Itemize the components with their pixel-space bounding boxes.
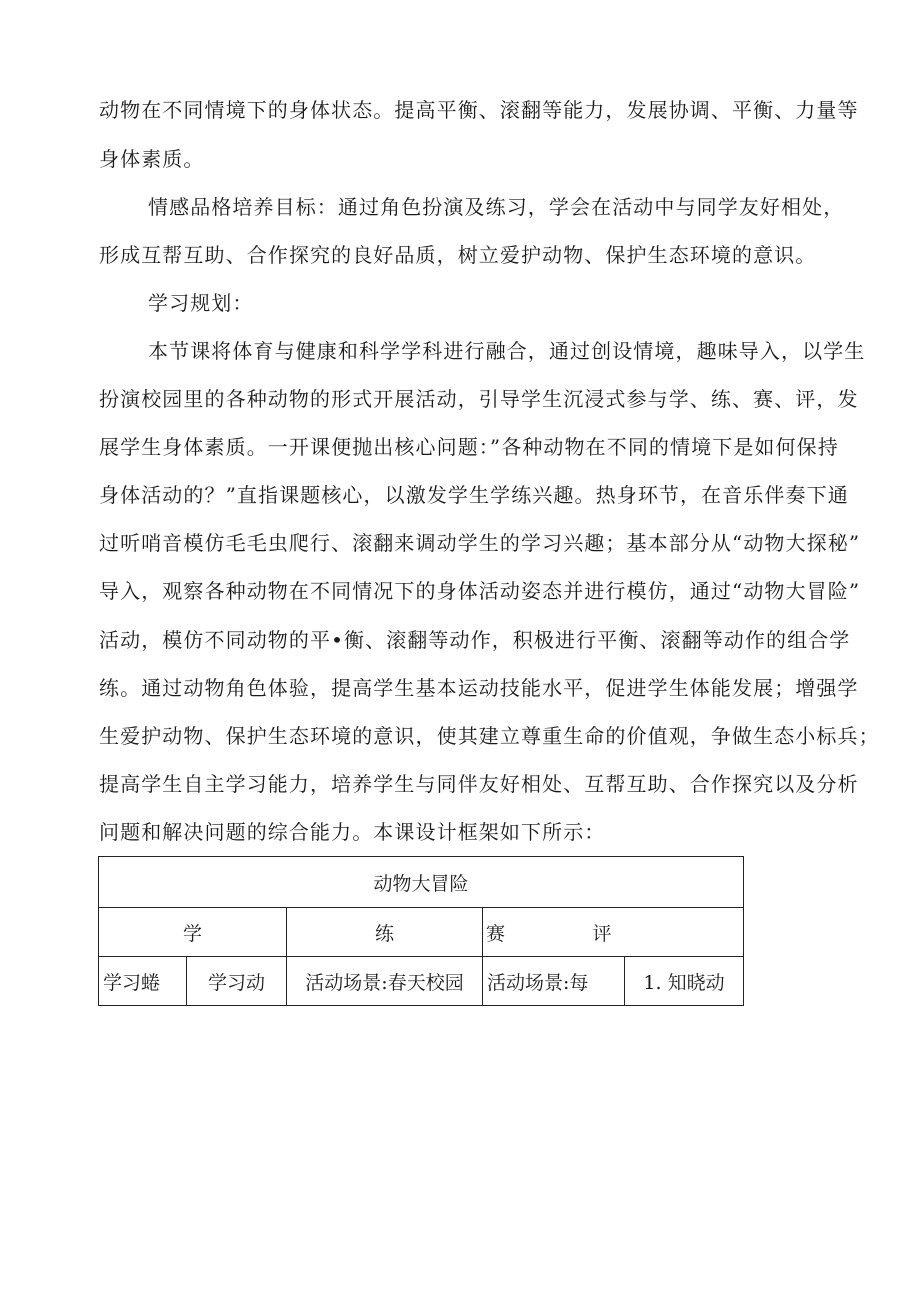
table-cell: 活动场景:春天校园 [287,957,483,1006]
section-heading: 学习规划： [148,291,254,315]
header-sai [483,908,593,957]
paragraph-line: 练。通过动物角色体验，提高学生基本运动技能水平，促进学生体能发展；增强学 [99,676,859,700]
table-cell: 1. 知晓动 [625,957,744,1006]
table-cell: 学习动 [187,957,287,1006]
paragraph-line: 扮演校园里的各种动物的形式开展活动，引导学生沉浸式参与学、练、赛、评，发 [99,387,859,411]
paragraph-line: 问题和解决问题的综合能力。本课设计框架如下所示： [99,820,606,844]
paragraph-line: 身体素质。 [99,147,205,171]
paragraph-line: 身体活动的？”直指课题核心，以激发学生学练兴趣。热身环节，在音乐伴奏下通 [99,483,849,507]
table-title-row [99,857,744,908]
paragraph-line: 情感品格培养目标：通过角色扮演及练习，学会在活动中与同学友好相处， [148,195,845,219]
table-header-row [99,908,744,957]
paragraph-line: 展学生身体素质。一开课便抛出核心问题：”各种动物在不同的情境下是如何保持 [99,435,839,459]
paragraph-line: 活动，模仿不同动物的平•衡、滚翻等动作，积极进行平衡、滚翻等动作的组合学 [99,628,851,652]
header-lian: 练 [287,908,483,957]
table-row [99,957,744,1006]
header-ping-text: 评 [592,922,612,945]
paragraph-line: 提高学生自主学习能力，培养学生与同伴友好相处、互帮互助、合作探究以及分析 [99,772,859,796]
paragraph-line: 形成互帮互助、合作探究的良好品质，树立爱护动物、保护生态环境的意识。 [99,243,817,267]
table-cell: 活动场景:每 [483,957,625,1006]
table-title: 动物大冒险 [99,857,744,908]
header-sai-text: 赛 [486,922,506,945]
paragraph-line: 动物在不同情境下的身体状态。提高平衡、滚翻等能力，发展协调、平衡、力量等 [99,98,859,122]
framework-table [98,856,744,1006]
paragraph-line: 导入，观察各种动物在不同情况下的身体活动姿态并进行模仿，通过“动物大冒险” [99,579,861,603]
paragraph-line: 本节课将体育与健康和科学学科进行融合，通过创设情境，趣味导入，以学生 [148,339,866,363]
header-xue: 学 [99,908,287,957]
paragraph-line: 过听哨音模仿毛毛虫爬行、滚翻来调动学生的学习兴趣；基本部分从“动物大探秘” [99,531,861,555]
header-ping [593,908,744,957]
paragraph-line: 生爱护动物、保护生态环境的意识，使其建立尊重生命的价值观，争做生态小标兵； [99,724,880,748]
table-cell: 学习蜷 [99,957,187,1006]
